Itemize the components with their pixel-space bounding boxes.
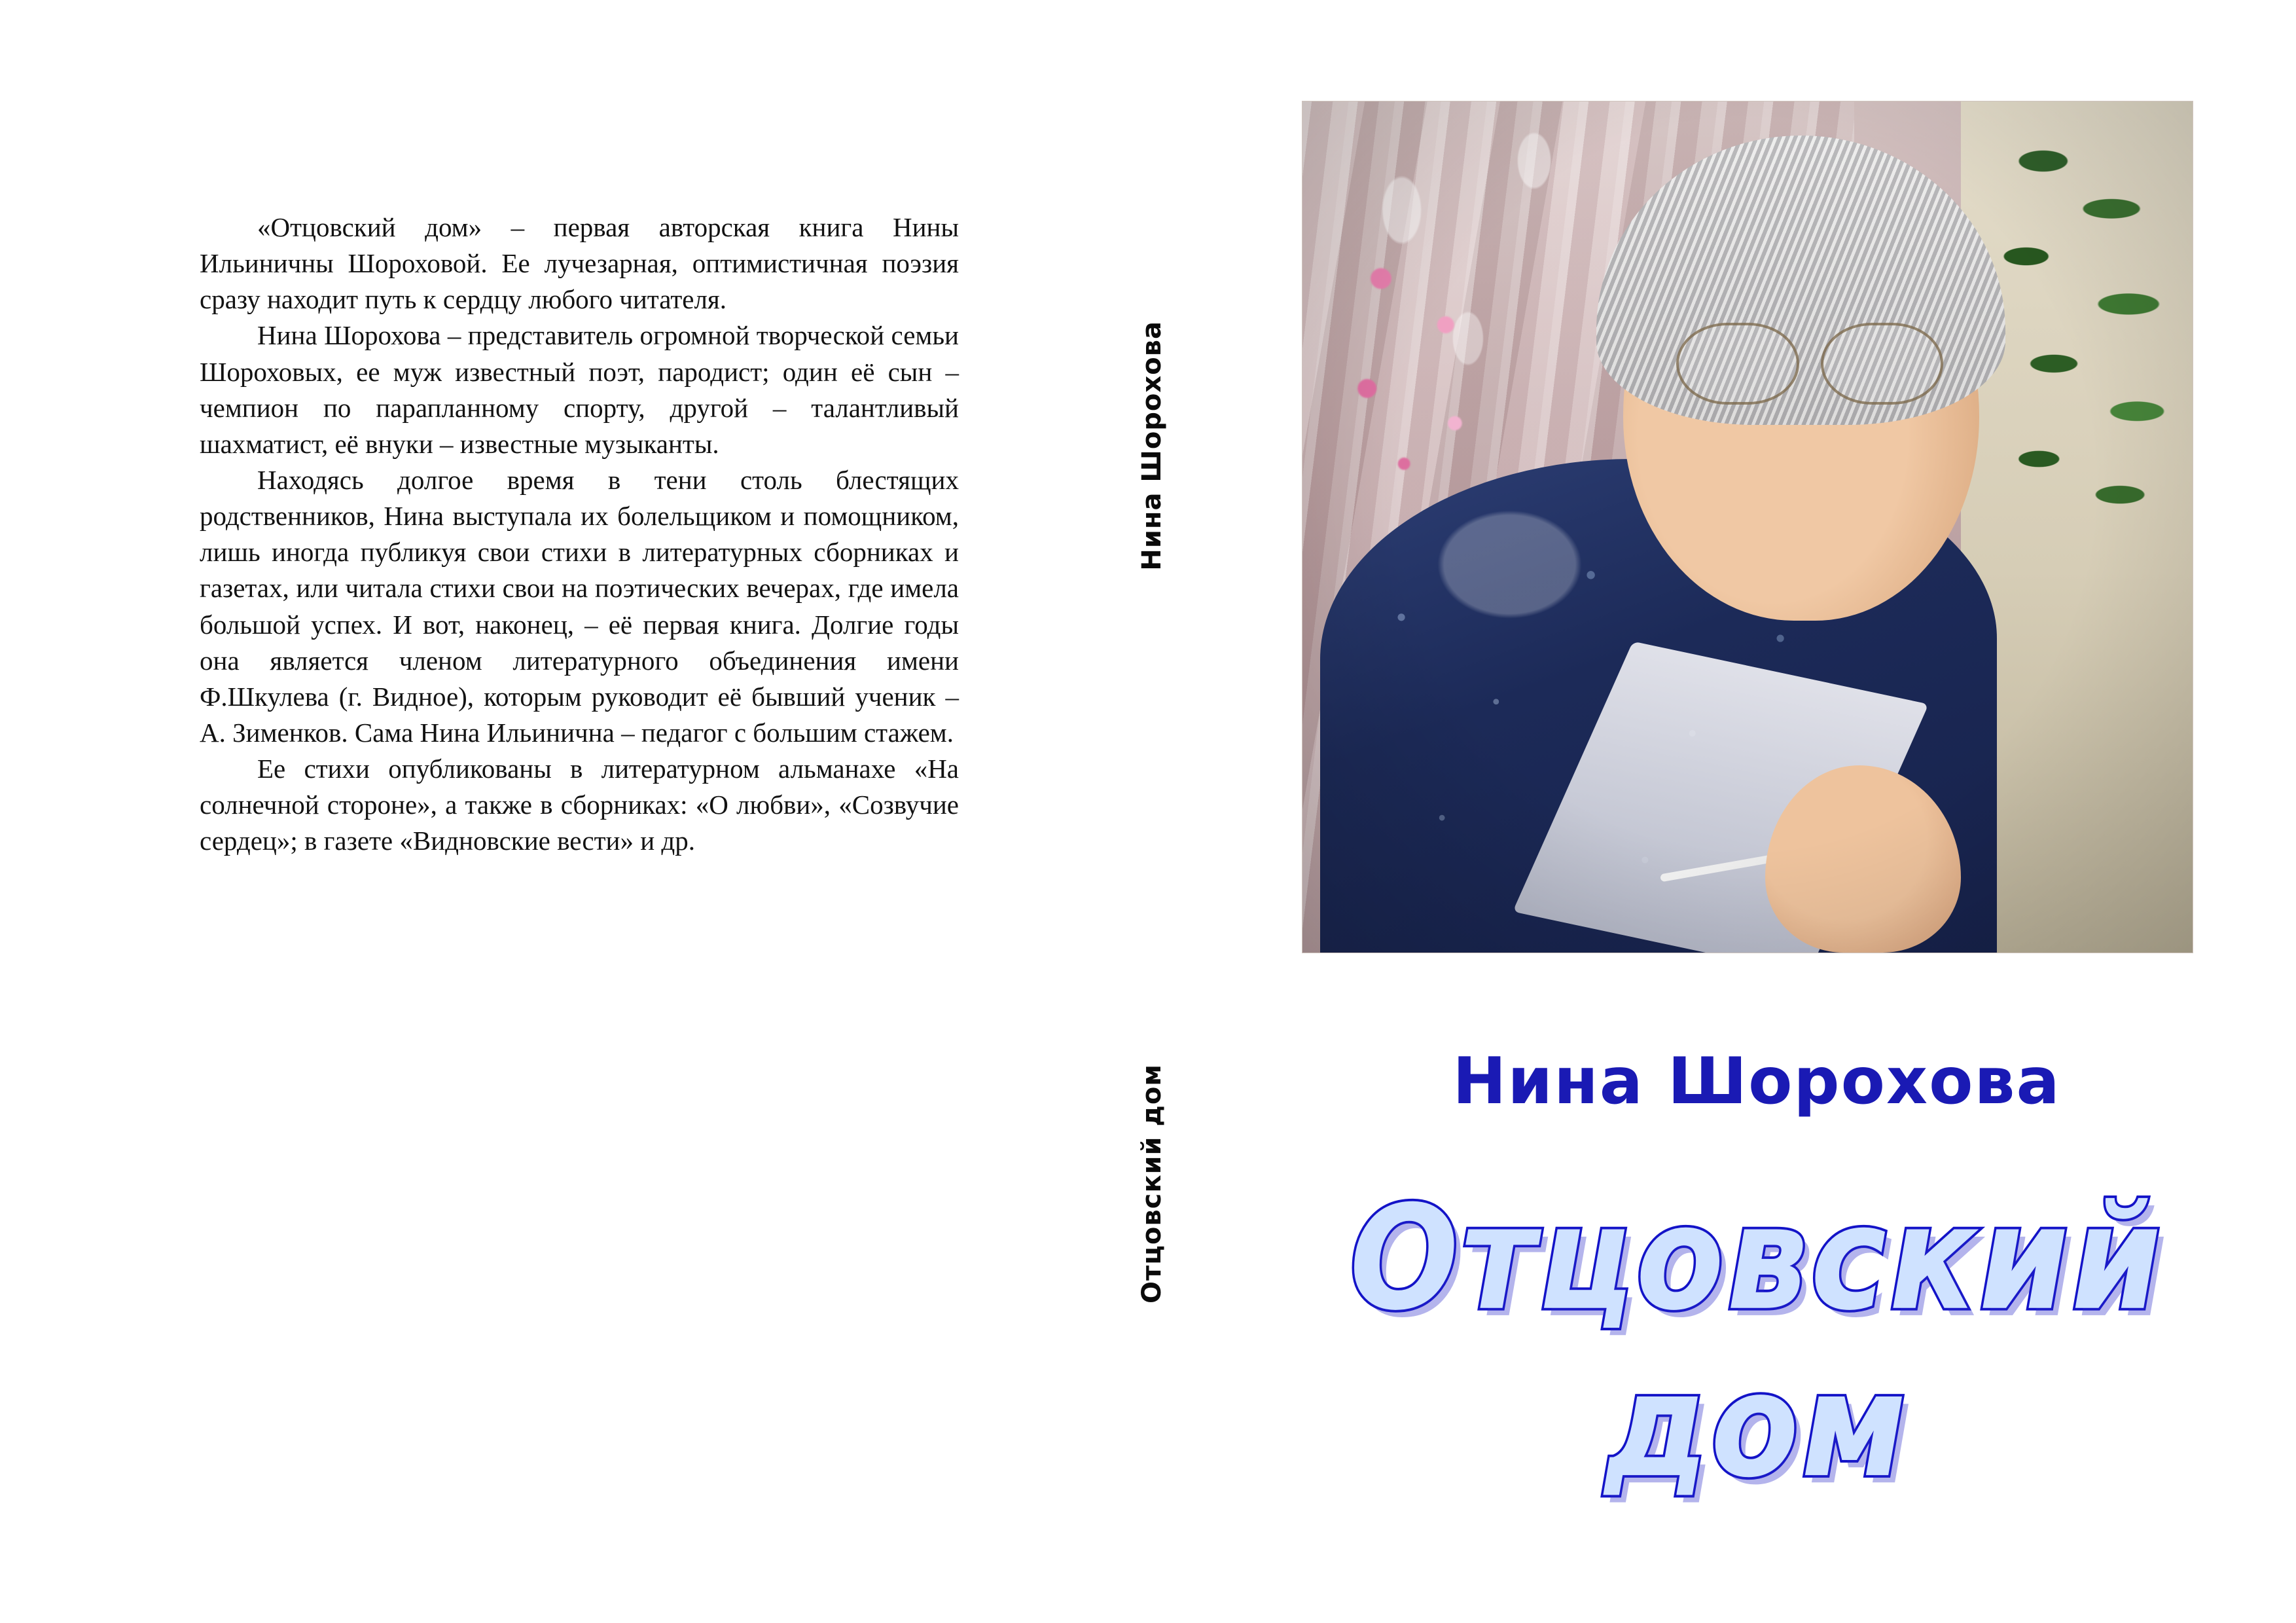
front-cover-author: Нина Шорохова: [1452, 1044, 2061, 1119]
blurb-paragraph-4: Ее стихи опубликованы в литературном альманахе «На солнечной стороне», а также в сборниках: «О любви», «Созвучие сердец»; в газете «Видновские вести» и др.: [200, 754, 959, 856]
back-cover-blurb: [200, 210, 959, 860]
author-portrait-photo: [1302, 101, 2193, 953]
front-cover: [1217, 0, 2296, 1623]
back-cover: [0, 0, 1086, 1623]
photo-vignette: [1302, 101, 2193, 953]
spine-author: Нина Шорохова: [1137, 321, 1167, 571]
blurb-paragraph-1: «Отцовский дом» – первая авторская книга Нины Ильиничны Шороховой. Ее лучезарная, оптимистичная поэзия сразу находит путь к сердцу любого читателя.: [200, 212, 959, 315]
front-cover-title: Отцовский дом: [1349, 1175, 2164, 1510]
blurb-paragraph-2: Нина Шорохова – представитель огромной творческой семьи Шороховых, ее муж известный поэт, пародист; один её сын – чемпион по парапланному спорту, другой – талантливый шахматист, её внуки – известные музыканты.: [200, 320, 959, 459]
blurb-paragraph-3: Находясь долгое время в тени столь блестящих родственников, Нина выступала их болельщиком и помощником, лишь иногда публикуя свои стихи в литературных сборниках и газетах, или читала стихи свои на поэтических вечерах, где имела большой успех. И вот, наконец, – её первая книга. Долгие годы она является членом литературного объединения имени Ф.Шкулева (г. Видное), которым руководит её бывший ученик – А. Зименков. Сама Нина Ильинична – педагог с большим стажем.: [200, 464, 959, 748]
book-spine: [1086, 0, 1217, 1623]
spine-title: Отцовский дом: [1137, 1064, 1167, 1304]
